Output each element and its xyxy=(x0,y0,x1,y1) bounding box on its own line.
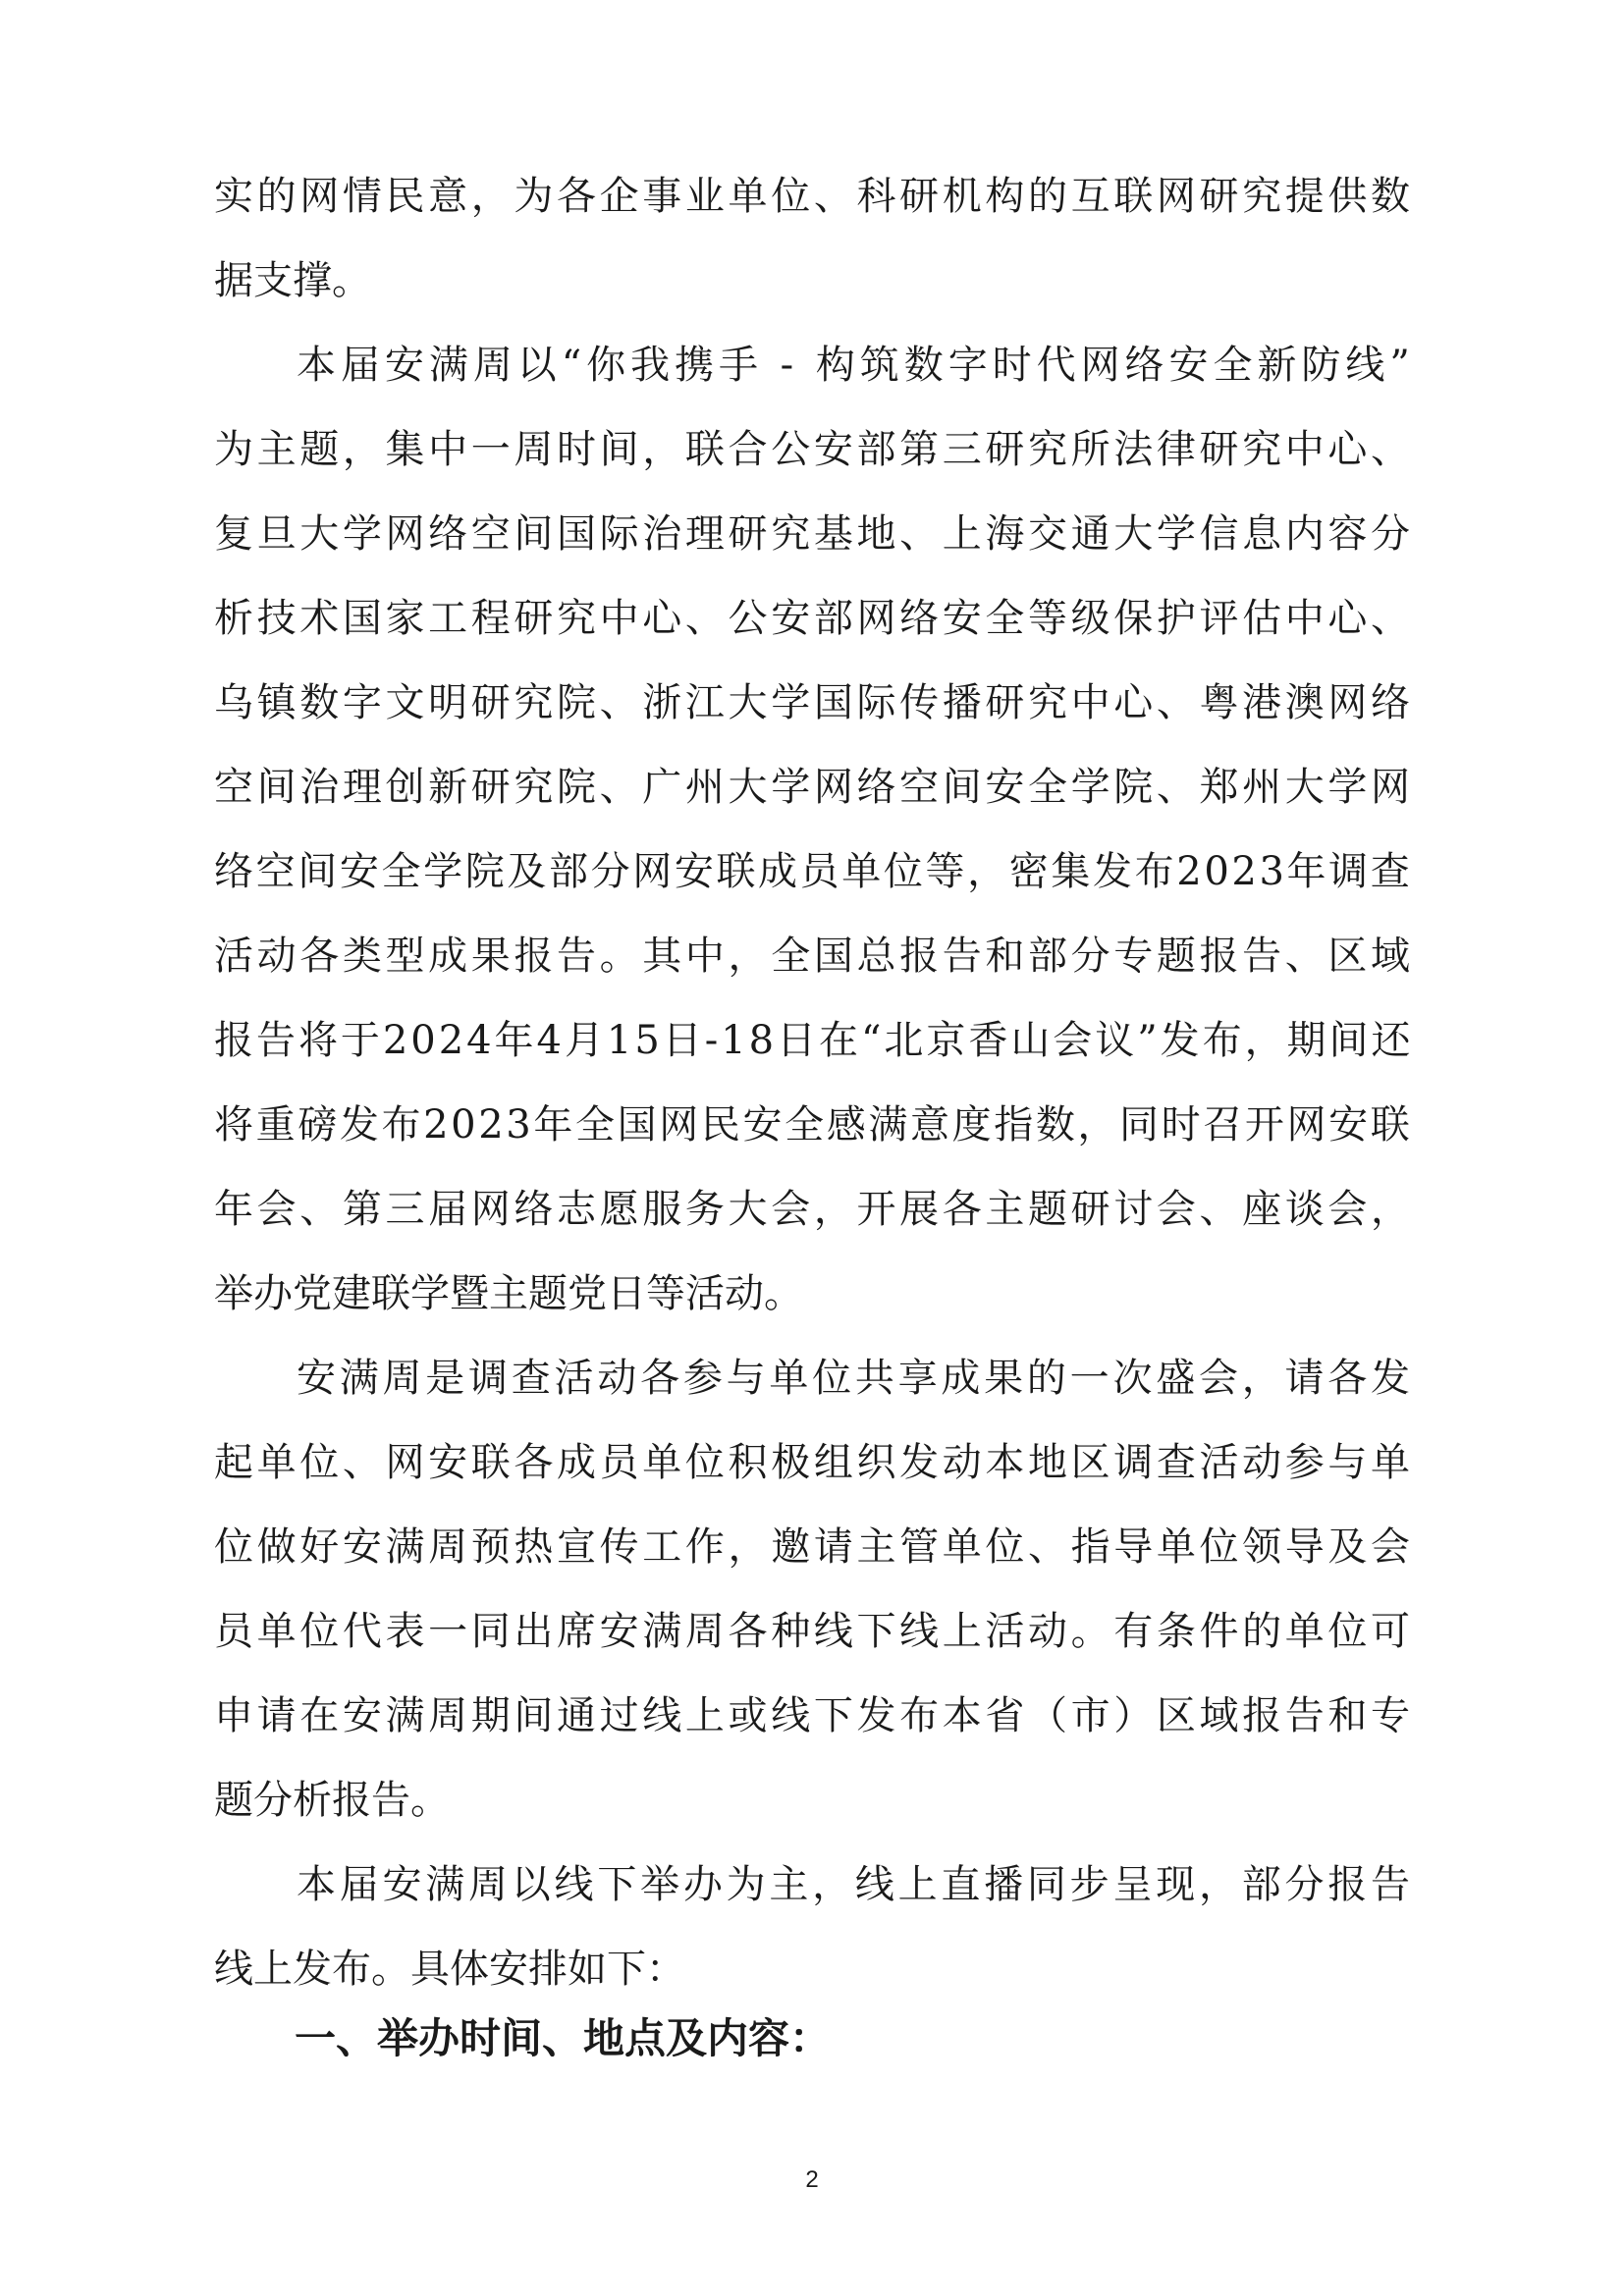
text-line: 本届安满周以“你我携手 - 构筑数字时代网络安全新防线” xyxy=(297,343,1415,388)
text-line: 络空间安全学院及部分网安联成员单位等，密集发布2023年调查 xyxy=(214,849,1413,894)
text-line: 位做好安满周预热宣传工作，邀请主管单位、指导单位领导及会 xyxy=(214,1524,1414,1570)
text-line: 本届安满周以线下举办为主，线上直播同步呈现，部分报告 xyxy=(297,1862,1414,1907)
text-line: 报告将于2024年4月15日-18日在“北京香山会议”发布，期间还 xyxy=(214,1018,1414,1063)
text-line: 复旦大学网络空间国际治理研究基地、上海交通大学信息内容分 xyxy=(214,511,1414,557)
text-line: 实的网情民意，为各企事业单位、科研机构的互联网研究提供数 xyxy=(214,174,1414,219)
text-line: 安满周是调查活动各参与单位共享成果的一次盛会，请各发 xyxy=(297,1356,1414,1401)
text-line: 年会、第三届网络志愿服务大会，开展各主题研讨会、座谈会， xyxy=(214,1187,1414,1232)
text-line: 为主题，集中一周时间，联合公安部第三研究所法律研究中心、 xyxy=(214,427,1414,472)
text-line: 析技术国家工程研究中心、公安部网络安全等级保护评估中心、 xyxy=(214,596,1414,641)
text-line: 将重磅发布2023年全国网民安全感满意度指数，同时召开网安联 xyxy=(214,1102,1413,1148)
text-line: 题分析报告。 xyxy=(214,1778,450,1823)
text-line: 员单位代表一同出席安满周各种线下线上活动。有条件的单位可 xyxy=(214,1609,1414,1654)
text-line: 活动各类型成果报告。其中，全国总报告和部分专题报告、区域 xyxy=(214,934,1414,979)
text-line: 起单位、网安联各成员单位积极组织发动本地区调查活动参与单 xyxy=(214,1440,1414,1485)
text-line: 线上发布。具体安排如下： xyxy=(214,1947,685,1992)
text-line: 申请在安满周期间通过线上或线下发布本省（市）区域报告和专 xyxy=(214,1693,1414,1738)
section-heading: 一、举办时间、地点及内容： xyxy=(295,2014,832,2062)
text-line: 据支撑。 xyxy=(214,258,371,303)
text-line: 乌镇数字文明研究院、浙江大学国际传播研究中心、粤港澳网络 xyxy=(214,680,1414,725)
text-line: 举办党建联学暨主题党日等活动。 xyxy=(214,1271,803,1316)
text-line: 空间治理创新研究院、广州大学网络空间安全学院、郑州大学网 xyxy=(214,765,1414,810)
page-number: 2 xyxy=(805,2166,819,2193)
